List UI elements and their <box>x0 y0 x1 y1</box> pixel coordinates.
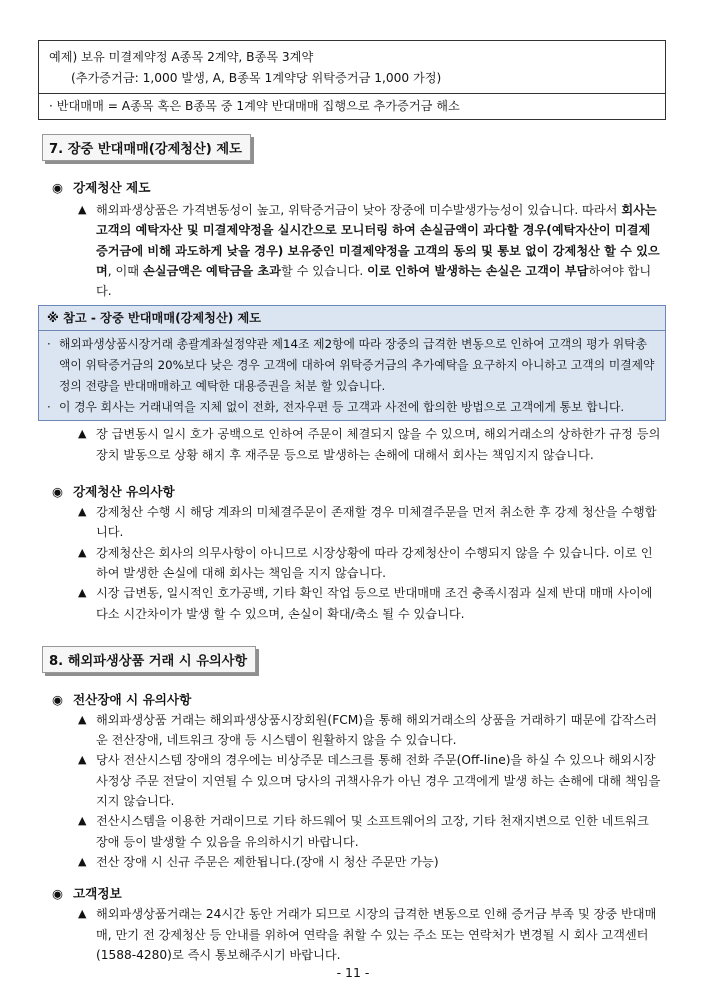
bullet-item: ▲ 해외파생상품거래는 24시간 동안 거래가 되므로 시장의 급격한 변동으로 인해 증거금 부족 및 장중 반대매매, 만기 전 강제청산 등 안내를 위하여 연락을 취할 수 있는 주소 또는 연락처가 변경될 시 회사 고객센터(1588-4280)로 즉시 통보해주시기 바랍니다. <box>78 904 662 965</box>
triangle-icon: ▲ <box>78 203 87 216</box>
triangle-icon: ▲ <box>78 753 87 767</box>
reference-note-box <box>38 305 666 421</box>
subsection-title: 전산장애 시 유의사항 <box>73 691 192 707</box>
target-icon: ◉ <box>52 180 63 195</box>
triangle-icon: ▲ <box>78 907 87 921</box>
target-icon: ◉ <box>52 691 63 707</box>
example-line-2: (추가증거금: 1,000 발생, A, B종목 1계약당 위탁증거금 1,000 가정) <box>71 71 442 85</box>
bullet-item: ▲ 강제청산은 회사의 의무사항이 아니므로 시장상황에 따라 강제청산이 수행되지 않을 수 있습니다. 이로 인하여 발생한 손실에 대해 회사는 책임을 지지 않습니다. <box>78 543 662 584</box>
bullet-item: ▲ 당사 전산시스템 장애의 경우에는 비상주문 데스크를 통해 전화 주문(Off-line)을 하실 수 있으나 해외시장 사정상 주문 전달이 지연될 수 있으며 당사의 귀책사유가 아닌 경우 고객에게 발생 하는 손해에 대해 책임을 지지 않습니다. <box>78 750 662 811</box>
note-paragraph: · 이 경우 회사는 거래내역을 지체 없이 전화, 전자우편 등 고객과 사전에 합의한 방법으로 고객에게 통보 합니다. <box>47 400 625 415</box>
subsection-title: 고객정보 <box>73 886 122 902</box>
subsection-forced-liquidation <box>52 178 666 198</box>
subsection-customer-info <box>52 884 666 904</box>
example-line-1: 예제) 보유 미결제약정 A종목 2계약, B종목 3계약 <box>49 50 314 64</box>
bullet-item: ▲ 시장 급변동, 일시적인 호가공백, 기타 확인 작업 등으로 반대매매 조건 충족시점과 실제 반대 매매 사이에 다소 시간차이가 발생 할 수 있으며, 손실이 확대/축소 될 수 있습니다. <box>78 583 662 624</box>
triangle-icon: ▲ <box>78 814 87 828</box>
triangle-icon: ▲ <box>78 712 87 726</box>
bullet-item: ▲ 장 급변동시 일시 호가 공백으로 인하여 주문이 체결되지 않을 수 있으며, 해외거래소의 상하한가 규정 등의 장치 발동으로 상황 해지 후 재주문 등으로 발생하는 손해에 대해서 회사는 책임지지 않습니다. <box>78 424 662 465</box>
note-paragraph: · 해외파생상품시장거래 총괄계좌설정약관 제14조 제2항에 따라 장중의 급격한 변동으로 인하여 고객의 평가 위탁총액이 위탁증거금의 20%보다 낮은 경우 고객에 대하여 위탁증거금의 추가예탁을 요구하지 아니하고 고객의 미결제약정의 전량을 반대매매하고 예탁한 대용증권을 처분 할 있습니다. <box>47 337 655 394</box>
note-title: ※ 참고 - 장중 반대매매(강제청산) 제도 <box>39 306 665 331</box>
triangle-icon: ▲ <box>78 505 87 519</box>
section-8-title: 8. 해외파생상품 거래 시 유의사항 <box>42 646 256 673</box>
target-icon: ◉ <box>52 886 63 902</box>
bullet-item: ▲ 강제청산 수행 시 해당 계좌의 미체결주문이 존재할 경우 미체결주문을 먼저 취소한 후 강제 청산을 수행합니다. <box>78 502 662 543</box>
page-content <box>38 40 666 965</box>
target-icon: ◉ <box>52 484 63 500</box>
triangle-icon: ▲ <box>78 586 87 600</box>
section-7-title: 7. 장중 반대매매(강제청산) 제도 <box>42 134 251 161</box>
triangle-icon: ▲ <box>78 854 87 868</box>
subsection-title: 강제청산 유의사항 <box>73 484 175 500</box>
example-line-3: · 반대매매 = A종목 혹은 B종목 중 1계약 반대매매 집행으로 추가증거금 해소 <box>49 99 460 113</box>
page-number: - 11 - <box>336 965 370 980</box>
bullet-item: ▲ 전산시스템을 이용한 거래이므로 기타 하드웨어 및 소프트웨어의 고장, 기타 천재지변으로 인한 네트워크 장애 등이 발생할 수 있음을 유의하시기 바랍니다. <box>78 811 662 852</box>
bullet-item: ▲ 전산 장애 시 신규 주문은 제한됩니다.(장애 시 청산 주문만 가능) <box>78 852 662 872</box>
bullet-item: ▲ 해외파생상품은 가격변동성이 높고, 위탁증거금이 낮아 장중에 미수발생가능성이 있습니다. 따라서 회사는 고객의 예탁자산 및 미결제약정을 실시간으로 모니터링 하여 손실금액이 과다할 경우(예탁자산이 미결제증거금에 비해 과도하게 낮을 경우) 보유중인 미결제약정을 고객의 동의 및 통보 없이 강제청산 할 수 있으며, 이때 손실금액은 예탁금을 초과할 수 있습니다. 이로 인하여 발생하는 손실은 고객이 부담하여야 합니다. <box>78 200 662 301</box>
subsection-title: 강제청산 제도 <box>73 180 151 195</box>
subsection-system-failure <box>52 690 666 710</box>
triangle-icon: ▲ <box>78 545 87 559</box>
example-box <box>38 40 666 120</box>
subsection-liquidation-notes <box>52 482 666 502</box>
triangle-icon: ▲ <box>78 427 87 441</box>
bullet-item: ▲ 해외파생상품 거래는 해외파생상품시장회원(FCM)을 통해 해외거래소의 상품을 거래하기 때문에 갑작스러운 전산장애, 네트워크 장애 등 시스템이 원활하지 않을 수 있습니다. <box>78 710 662 751</box>
